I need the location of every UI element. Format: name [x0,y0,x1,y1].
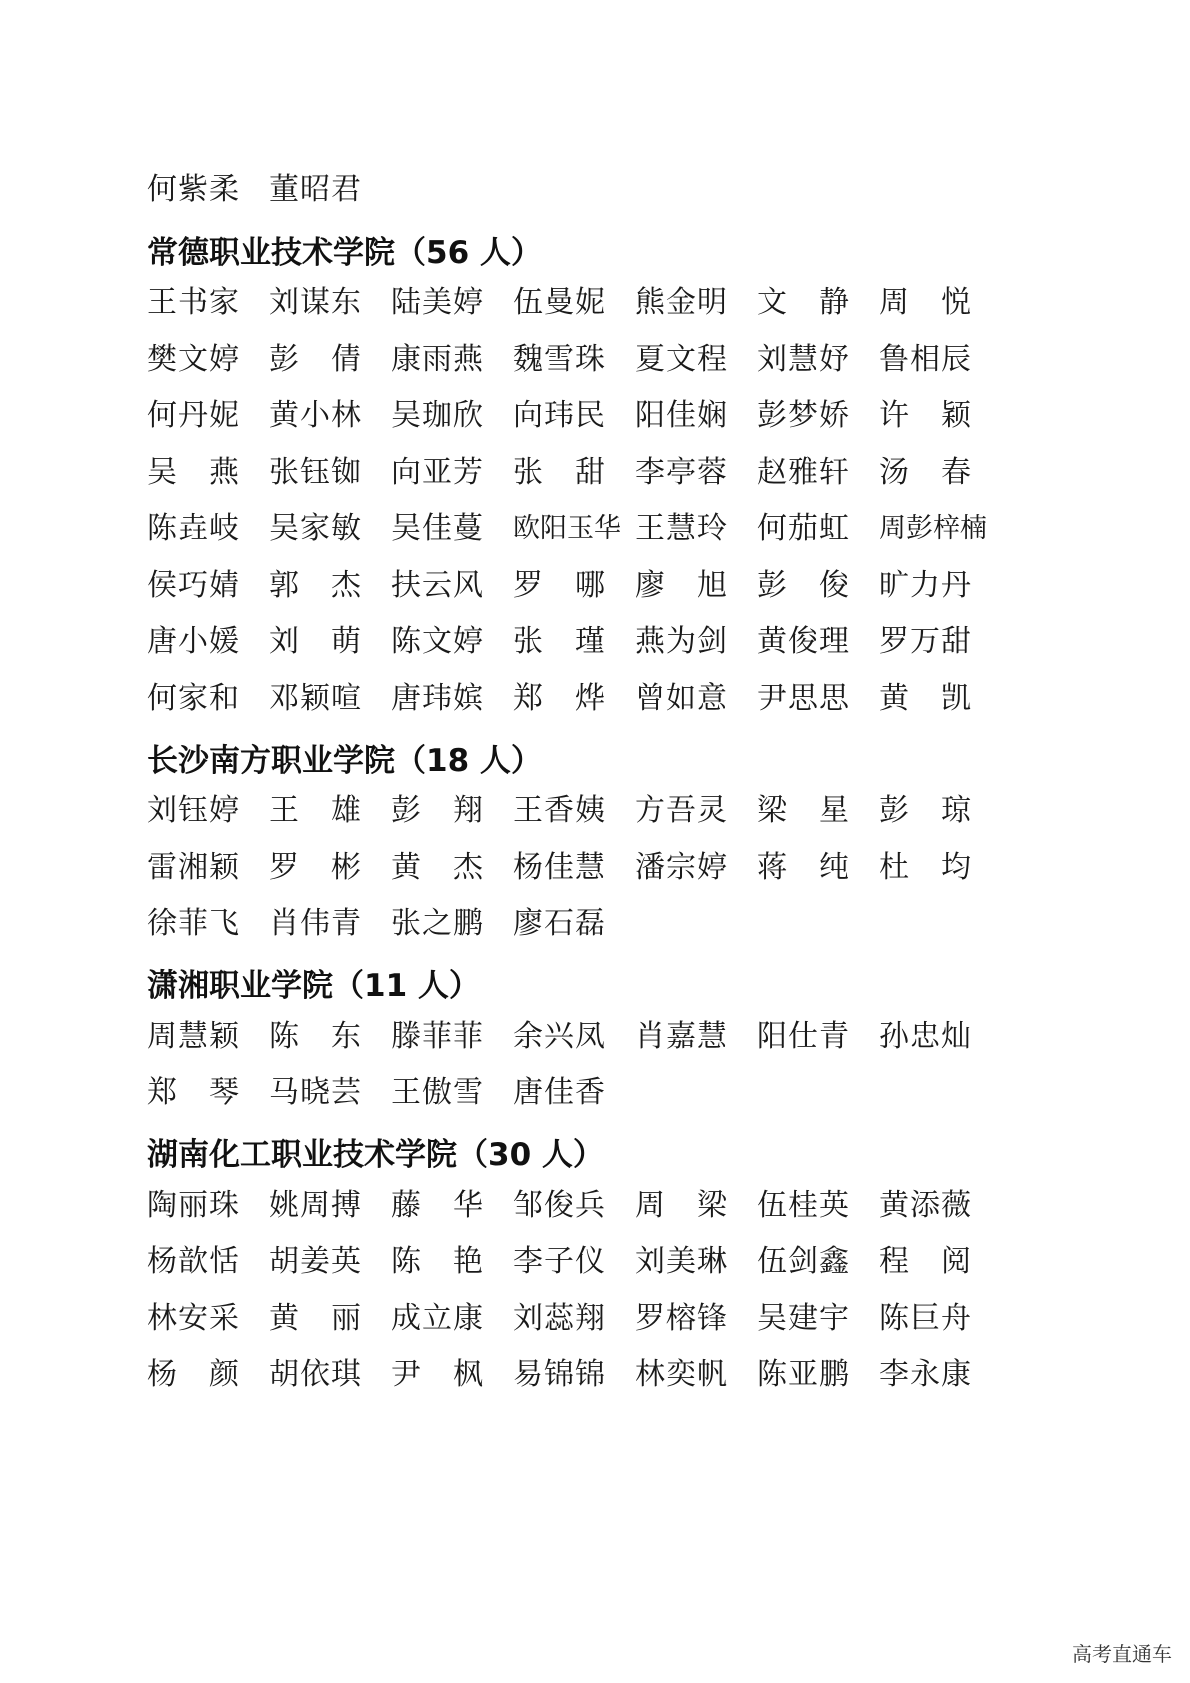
person-name: 唐 玮 嫔 [391,680,483,716]
person-name: 余 兴 凤 [513,1018,605,1054]
person-name: 黄 添 薇 [879,1187,971,1223]
person-name: 陈 亚 鹏 [757,1357,849,1392]
name-row [147,1234,971,1282]
person-name: 邓 颖 喧 [269,680,361,716]
person-name: 廖 石 磊 [513,906,605,941]
person-name: 樊 文 婷 [147,341,239,377]
person-name: 藤 华 [391,1187,483,1223]
person-name: 徐 菲 飞 [147,906,239,941]
person-name: 陈 文 婷 [391,624,483,659]
name-row [147,783,971,831]
person-name: 唐 小 媛 [147,624,239,659]
person-name: 王 傲 雪 [391,1075,483,1110]
name-row [147,275,971,323]
person-name: 旷 力 丹 [879,567,971,603]
person-name: 易 锦 锦 [513,1357,605,1392]
person-name: 何 茄 虹 [757,511,849,546]
person-name: 邹 俊 兵 [513,1187,605,1223]
person-name: 林 安 采 [147,1300,239,1336]
person-name: 郑 烨 [513,680,605,716]
college-heading: 长沙南方职业学院（18 人） [147,742,542,779]
person-name: 李 子 仪 [513,1244,605,1279]
name-row [147,445,971,493]
name-row [147,558,971,606]
person-name: 林 奕 帆 [635,1357,727,1392]
person-name: 伍 桂 英 [757,1187,849,1223]
person-name: 彭 琼 [879,793,971,828]
person-name: 唐 佳 香 [513,1075,605,1110]
name-row [147,1009,971,1057]
person-name: 黄 凯 [879,680,971,716]
person-name: 陶 丽 珠 [147,1187,239,1223]
college-heading: 潇湘职业学院（11 人） [147,968,480,1004]
person-name: 曾 如 意 [635,680,727,716]
person-name: 吴 珈 欣 [391,398,483,433]
person-name: 伍 曼 妮 [513,285,605,320]
name-row [147,388,971,436]
person-name: 陈 东 [269,1018,361,1054]
person-name: 魏 雪 珠 [513,341,605,377]
person-name: 吴 家 敏 [269,511,361,546]
person-name: 陈 垚 岐 [147,511,239,546]
person-name: 吴 佳 蔓 [391,511,483,546]
person-name: 姚 周 搏 [269,1187,361,1223]
person-name: 方 吾 灵 [635,793,727,828]
person-name: 扶 云 风 [391,567,483,603]
person-name: 杨 佳 慧 [513,849,605,885]
person-name: 向 亚 芳 [391,454,483,490]
person-name: 陈 艳 [391,1244,483,1279]
person-name: 梁 星 [757,793,849,828]
person-name: 陈 巨 舟 [879,1300,971,1336]
person-name: 罗 彬 [269,849,361,885]
name-row [147,1065,605,1113]
person-name: 侯 巧 婧 [147,567,239,603]
person-name: 何 丹 妮 [147,398,239,433]
name-row [147,162,361,210]
person-name: 王 慧 玲 [635,511,727,546]
person-name: 罗 哪 [513,567,605,603]
watermark: 高考直通车 [1072,1642,1172,1666]
person-name: 成 立 康 [391,1300,483,1336]
person-name: 欧 阳 玉 华 [513,512,621,544]
person-name: 周 慧 颖 [147,1018,239,1054]
person-name: 赵 雅 轩 [757,454,849,490]
person-name: 肖 嘉 慧 [635,1018,727,1054]
person-name: 夏 文 程 [635,341,727,377]
college-heading: 常德职业技术学院（56 人） [147,234,542,271]
person-name: 潘 宗 婷 [635,849,727,885]
person-name: 尹 思 思 [757,680,849,716]
name-row [147,671,971,719]
person-name: 张 之 鹏 [391,906,483,941]
name-row [147,896,605,944]
person-name: 黄 丽 [269,1300,361,1336]
name-row [147,1178,971,1226]
person-name: 刘 钰 婷 [147,793,239,828]
person-name: 廖 旭 [635,567,727,603]
name-row [147,614,971,662]
person-name: 周 彭 梓 楠 [879,512,987,544]
person-name: 彭 翔 [391,793,483,828]
person-name: 彭 倩 [269,341,361,377]
person-name: 胡 依 琪 [269,1357,361,1392]
person-name: 刘 萌 [269,624,361,659]
person-name: 彭 梦 娇 [757,398,849,433]
person-name: 刘 谋 东 [269,285,361,320]
person-name: 胡 姜 英 [269,1244,361,1279]
person-name: 吴 建 宇 [757,1300,849,1336]
person-name: 周 梁 [635,1187,727,1223]
person-name: 阳 佳 娴 [635,398,727,433]
person-name: 黄 俊 理 [757,624,849,659]
person-name: 康 雨 燕 [391,341,483,377]
person-name: 燕 为 剑 [635,624,727,659]
person-name: 许 颖 [879,398,971,433]
person-name: 文 静 [757,285,849,320]
person-name: 张 瑾 [513,624,605,659]
person-name: 熊 金 明 [635,285,727,320]
person-name: 阳 仕 青 [757,1018,849,1054]
name-row [147,332,971,380]
person-name: 伍 剑 鑫 [757,1244,849,1279]
person-name: 杨 颜 [147,1357,239,1392]
name-row [147,501,987,549]
person-name: 陆 美 婷 [391,285,483,320]
person-name: 王 书 家 [147,285,239,320]
person-name: 吴 燕 [147,454,239,490]
person-name: 鲁 相 辰 [879,341,971,377]
person-name: 向 玮 民 [513,398,605,433]
person-name: 郭 杰 [269,567,361,603]
person-name: 孙 忠 灿 [879,1018,971,1054]
person-name: 王 香 姨 [513,793,605,828]
person-name: 黄 杰 [391,849,483,885]
person-name: 李 永 康 [879,1357,971,1392]
person-name: 王 雄 [269,793,361,828]
person-name: 彭 俊 [757,567,849,603]
person-name: 杨 歆 恬 [147,1244,239,1279]
name-row [147,1291,971,1339]
person-name: 董 昭 君 [269,172,361,207]
person-name: 黄 小 林 [269,398,361,433]
person-name: 罗 万 甜 [879,624,971,659]
person-name: 杜 均 [879,849,971,885]
person-name: 尹 枫 [391,1357,483,1392]
person-name: 程 阅 [879,1244,971,1279]
person-name: 汤 春 [879,454,971,490]
person-name: 何 紫 柔 [147,172,239,207]
person-name: 张 钰 铷 [269,454,361,490]
person-name: 刘 慧 妤 [757,341,849,377]
person-name: 周 悦 [879,285,971,320]
name-row [147,840,971,888]
person-name: 张 甜 [513,454,605,490]
person-name: 蒋 纯 [757,849,849,885]
person-name: 李 亭 蓉 [635,454,727,490]
person-name: 刘 蕊 翔 [513,1300,605,1336]
person-name: 何 家 和 [147,680,239,716]
person-name: 罗 榕 锋 [635,1300,727,1336]
person-name: 郑 琴 [147,1075,239,1110]
name-row [147,1347,971,1395]
person-name: 肖 伟 青 [269,906,361,941]
person-name: 滕 菲 菲 [391,1018,483,1054]
person-name: 刘 美 琳 [635,1244,727,1279]
person-name: 雷 湘 颖 [147,849,239,885]
college-heading: 湖南化工职业技术学院（30 人） [147,1137,604,1173]
person-name: 马 晓 芸 [269,1075,361,1110]
